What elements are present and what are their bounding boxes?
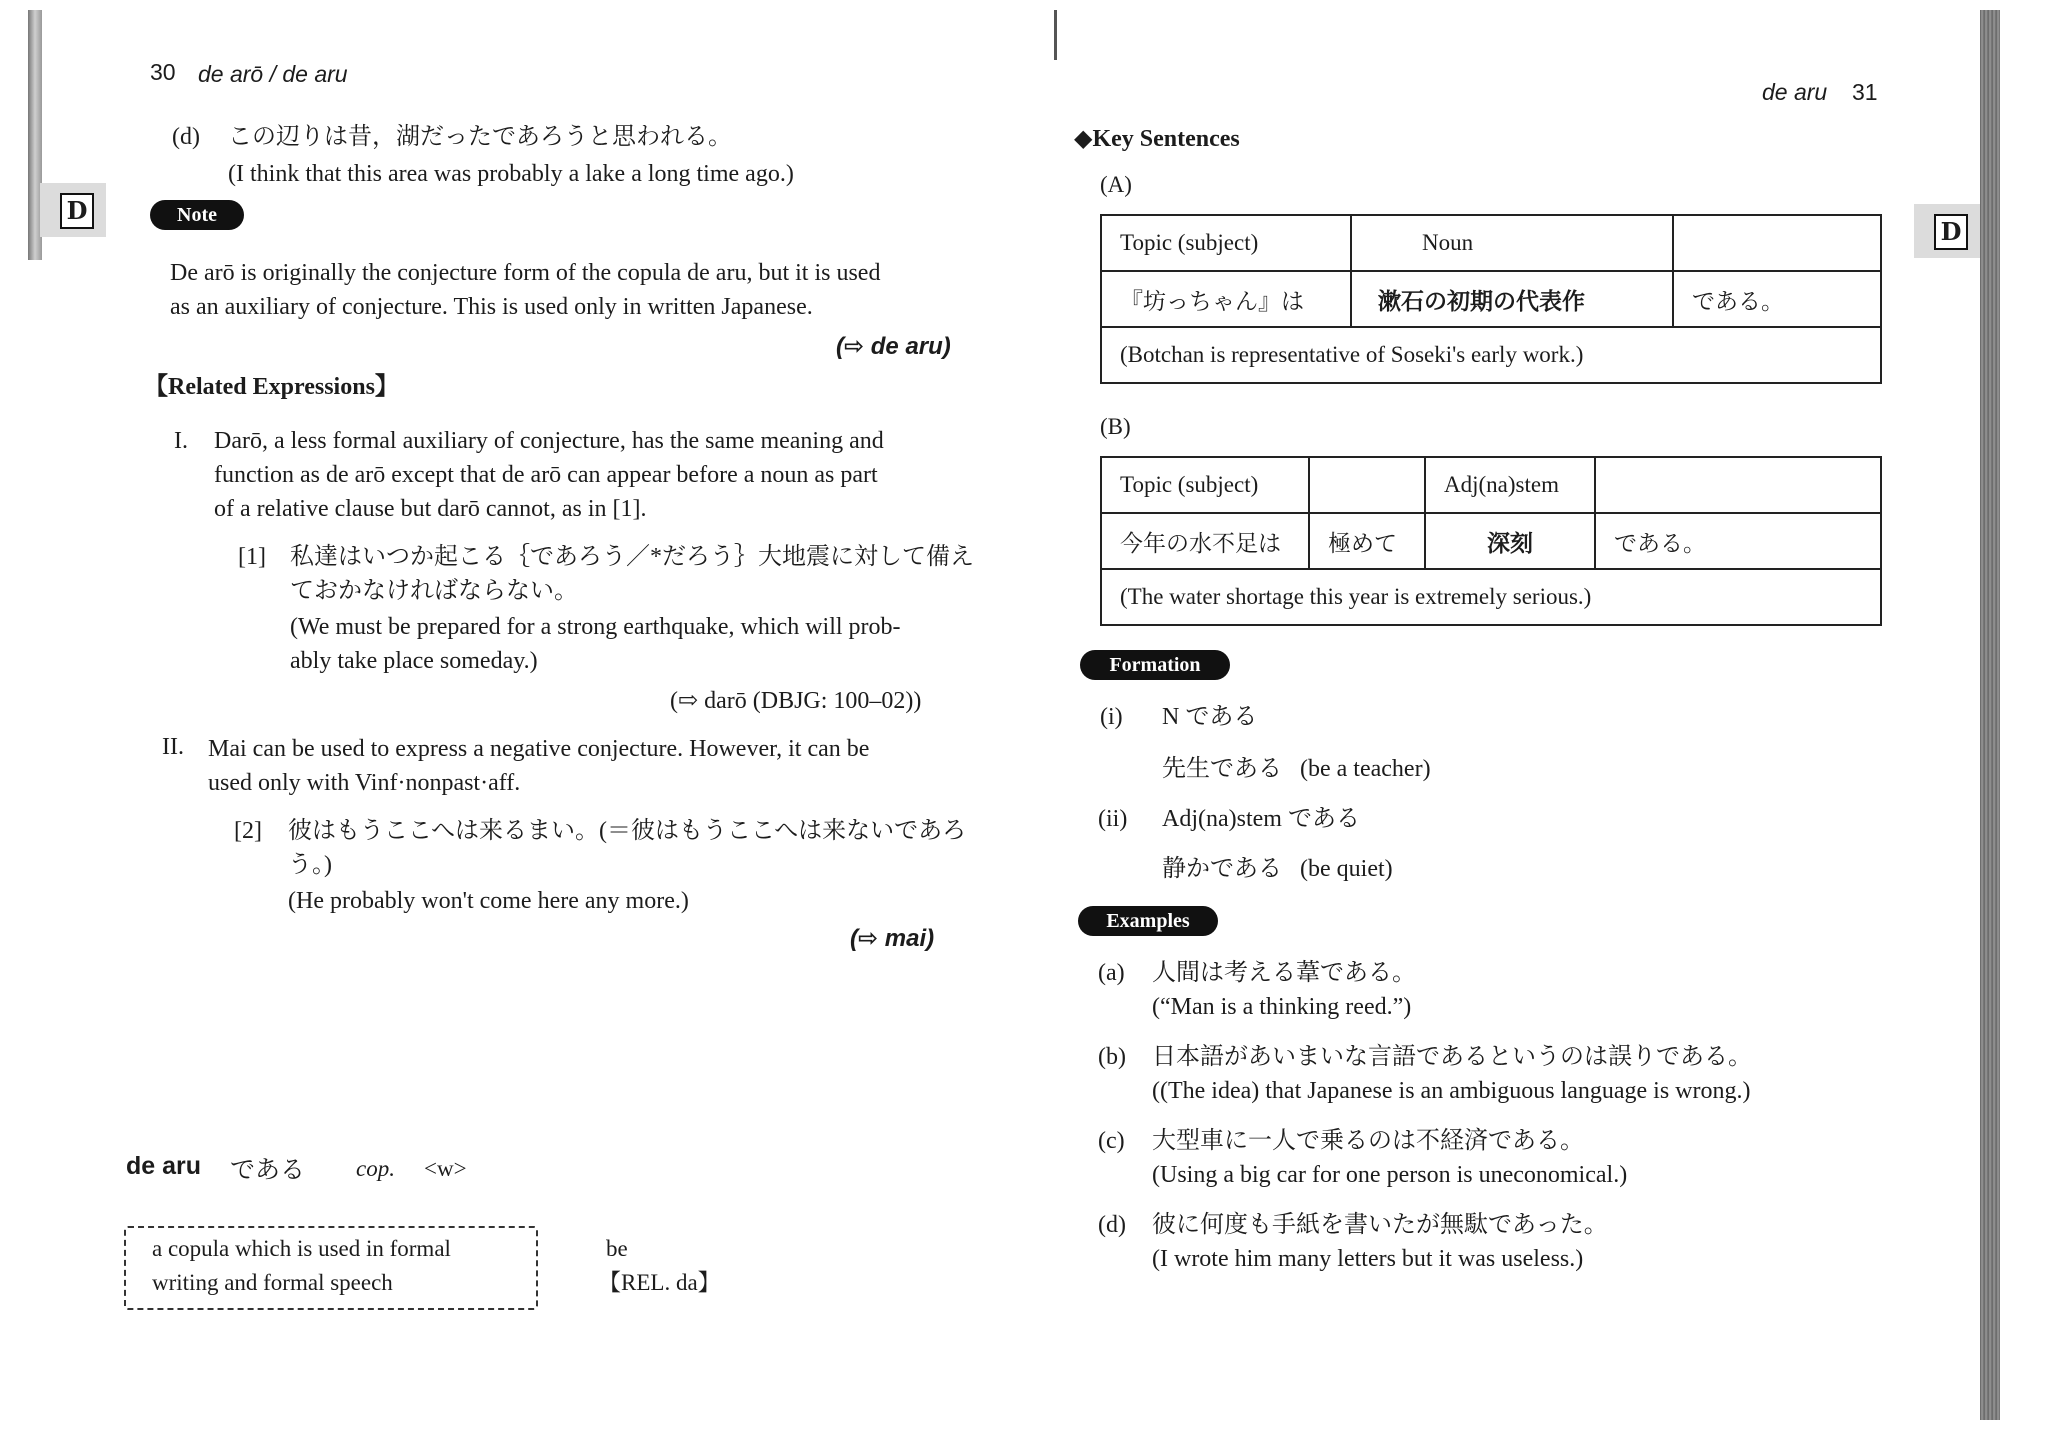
note-badge: Note bbox=[150, 200, 244, 230]
formation-ii-label: (ii) bbox=[1098, 806, 1128, 832]
key-sentence-b-table bbox=[1100, 456, 1882, 626]
examples-badge: Examples bbox=[1078, 906, 1218, 936]
related-1-example-en-2: ably take place someday.) bbox=[290, 648, 538, 674]
entry-rel: 【REL. da】 bbox=[598, 1270, 721, 1295]
formation-ii-gloss: (be quiet) bbox=[1300, 856, 1393, 882]
entry-register: <w> bbox=[424, 1156, 467, 1181]
example-d-label: (d) bbox=[172, 124, 200, 150]
key-sentence-a-table bbox=[1100, 214, 1882, 384]
right-page-number: 31 bbox=[1852, 79, 1878, 105]
formation-ii-pattern: Adj(na)stem である bbox=[1162, 806, 1360, 832]
formation-i-label: (i) bbox=[1100, 704, 1123, 730]
table-b-translation: (The water shortage this year is extremely serious.) bbox=[1101, 569, 1881, 625]
related-1-line-3: of a relative clause but darō cannot, as in [1]. bbox=[214, 496, 647, 522]
table-b-topic: 今年の水不足は bbox=[1101, 513, 1309, 569]
left-tab-letter: D bbox=[60, 193, 94, 229]
formation-i-pattern: N である bbox=[1162, 704, 1258, 730]
related-1-ref: (⇨ darō (DBJG: 100–02)) bbox=[670, 688, 922, 714]
table-a-noun: 漱石の初期の代表作 bbox=[1351, 271, 1673, 327]
example-b-label: (b) bbox=[1098, 1044, 1126, 1070]
left-thumb-tab bbox=[40, 183, 106, 237]
related-2-line-2: used only with Vinf·nonpast·aff. bbox=[208, 770, 521, 796]
table-a-copula: である。 bbox=[1673, 271, 1881, 327]
table-a-header-blank bbox=[1673, 215, 1881, 271]
formation-badge: Formation bbox=[1080, 650, 1230, 680]
related-2-label: II. bbox=[162, 734, 184, 760]
table-a-header-noun: Noun bbox=[1351, 215, 1673, 271]
entry-kana: である bbox=[230, 1157, 306, 1184]
table-a-header-topic: Topic (subject) bbox=[1101, 215, 1351, 271]
formation-i-example: 先生である bbox=[1162, 756, 1282, 782]
key-sentence-a-label: (A) bbox=[1100, 172, 1132, 197]
example-d-japanese: この辺りは昔，湖だったであろうと思われる。 bbox=[228, 124, 732, 150]
definition-line-2: writing and formal speech bbox=[152, 1270, 393, 1295]
related-2-example-label: [2] bbox=[234, 818, 262, 844]
table-a-translation: (Botchan is representative of Soseki's early work.) bbox=[1101, 327, 1881, 383]
key-sentence-b-label: (B) bbox=[1100, 414, 1131, 439]
related-1-example-jp-1: 私達はいつか起こる｛であろう／*だろう｝大地震に対して備え bbox=[290, 544, 974, 570]
entry-headword: de aru bbox=[126, 1152, 202, 1180]
formation-i-gloss: (be a teacher) bbox=[1300, 756, 1431, 782]
note-ref: (⇨ de aru) bbox=[836, 333, 951, 360]
related-2-example-jp-1: 彼はもうここへは来るまい。(＝彼はもうここへは来ないであろ bbox=[288, 818, 967, 844]
definition-box bbox=[124, 1226, 538, 1310]
related-1-label: I. bbox=[174, 428, 188, 454]
related-2-line-1: Mai can be used to express a negative conjecture. However, it can be bbox=[208, 736, 870, 762]
related-2-ref: (⇨ mai) bbox=[850, 925, 935, 952]
entry-pos: cop. bbox=[356, 1156, 395, 1181]
example-d-english: (I think that this area was probably a lake a long time ago.) bbox=[228, 161, 794, 187]
gutter-mark bbox=[1054, 10, 1057, 60]
entry-gloss: be bbox=[606, 1236, 628, 1261]
table-b-adj: 深刻 bbox=[1425, 513, 1595, 569]
table-b-header-adj: Adj(na)stem bbox=[1425, 457, 1595, 513]
related-1-line-1: Darō, a less formal auxiliary of conjecture, has the same meaning and bbox=[214, 428, 884, 454]
example-d2-jp: 彼に何度も手紙を書いたが無駄であった。 bbox=[1152, 1212, 1608, 1238]
definition-line-1: a copula which is used in formal bbox=[152, 1236, 451, 1261]
table-b-adverb: 極めて bbox=[1309, 513, 1425, 569]
left-running-title: de arō / de aru bbox=[198, 61, 348, 87]
formation-ii-example: 静かである bbox=[1162, 856, 1282, 882]
note-line-1: De arō is originally the conjecture form of the copula de aru, but it is used bbox=[170, 260, 881, 286]
right-tab-letter: D bbox=[1934, 214, 1968, 250]
table-a-topic: 『坊っちゃん』は bbox=[1101, 271, 1351, 327]
table-b-header-blank-2 bbox=[1595, 457, 1881, 513]
right-thumb-tab bbox=[1914, 204, 1980, 258]
example-d2-en: (I wrote him many letters but it was useless.) bbox=[1152, 1246, 1584, 1272]
example-d2-label: (d) bbox=[1098, 1212, 1126, 1238]
right-running-title: de aru bbox=[1762, 79, 1828, 105]
table-b-copula: である。 bbox=[1595, 513, 1881, 569]
table-b-header-topic: Topic (subject) bbox=[1101, 457, 1309, 513]
related-1-example-label: [1] bbox=[238, 544, 266, 570]
right-page-edge bbox=[1980, 10, 2000, 1420]
related-2-example-jp-2: う。) bbox=[288, 852, 332, 878]
table-b-header-blank-1 bbox=[1309, 457, 1425, 513]
example-b-jp: 日本語があいまいな言語であるというのは誤りである。 bbox=[1152, 1044, 1752, 1070]
note-line-2: as an auxiliary of conjecture. This is used only in written Japanese. bbox=[170, 294, 813, 320]
related-1-line-2: function as de arō except that de arō can appear before a noun as part bbox=[214, 462, 878, 488]
left-page-number: 30 bbox=[150, 59, 176, 85]
example-a-en: (“Man is a thinking reed.”) bbox=[1152, 994, 1412, 1020]
example-a-jp: 人間は考える葦である。 bbox=[1152, 960, 1416, 986]
related-1-example-en-1: (We must be prepared for a strong earthquake, which will prob- bbox=[290, 614, 901, 640]
related-2-example-en: (He probably won't come here any more.) bbox=[288, 888, 689, 914]
example-c-en: (Using a big car for one person is uneconomical.) bbox=[1152, 1162, 1628, 1188]
example-c-jp: 大型車に一人で乗るのは不経済である。 bbox=[1152, 1128, 1584, 1154]
example-a-label: (a) bbox=[1098, 960, 1125, 986]
example-c-label: (c) bbox=[1098, 1128, 1125, 1154]
related-heading: 【Related Expressions】 bbox=[144, 374, 399, 400]
example-b-en: ((The idea) that Japanese is an ambiguous language is wrong.) bbox=[1152, 1078, 1751, 1104]
key-sentences-heading: ◆Key Sentences bbox=[1074, 126, 1240, 152]
related-1-example-jp-2: ておかなければならない。 bbox=[290, 578, 578, 604]
